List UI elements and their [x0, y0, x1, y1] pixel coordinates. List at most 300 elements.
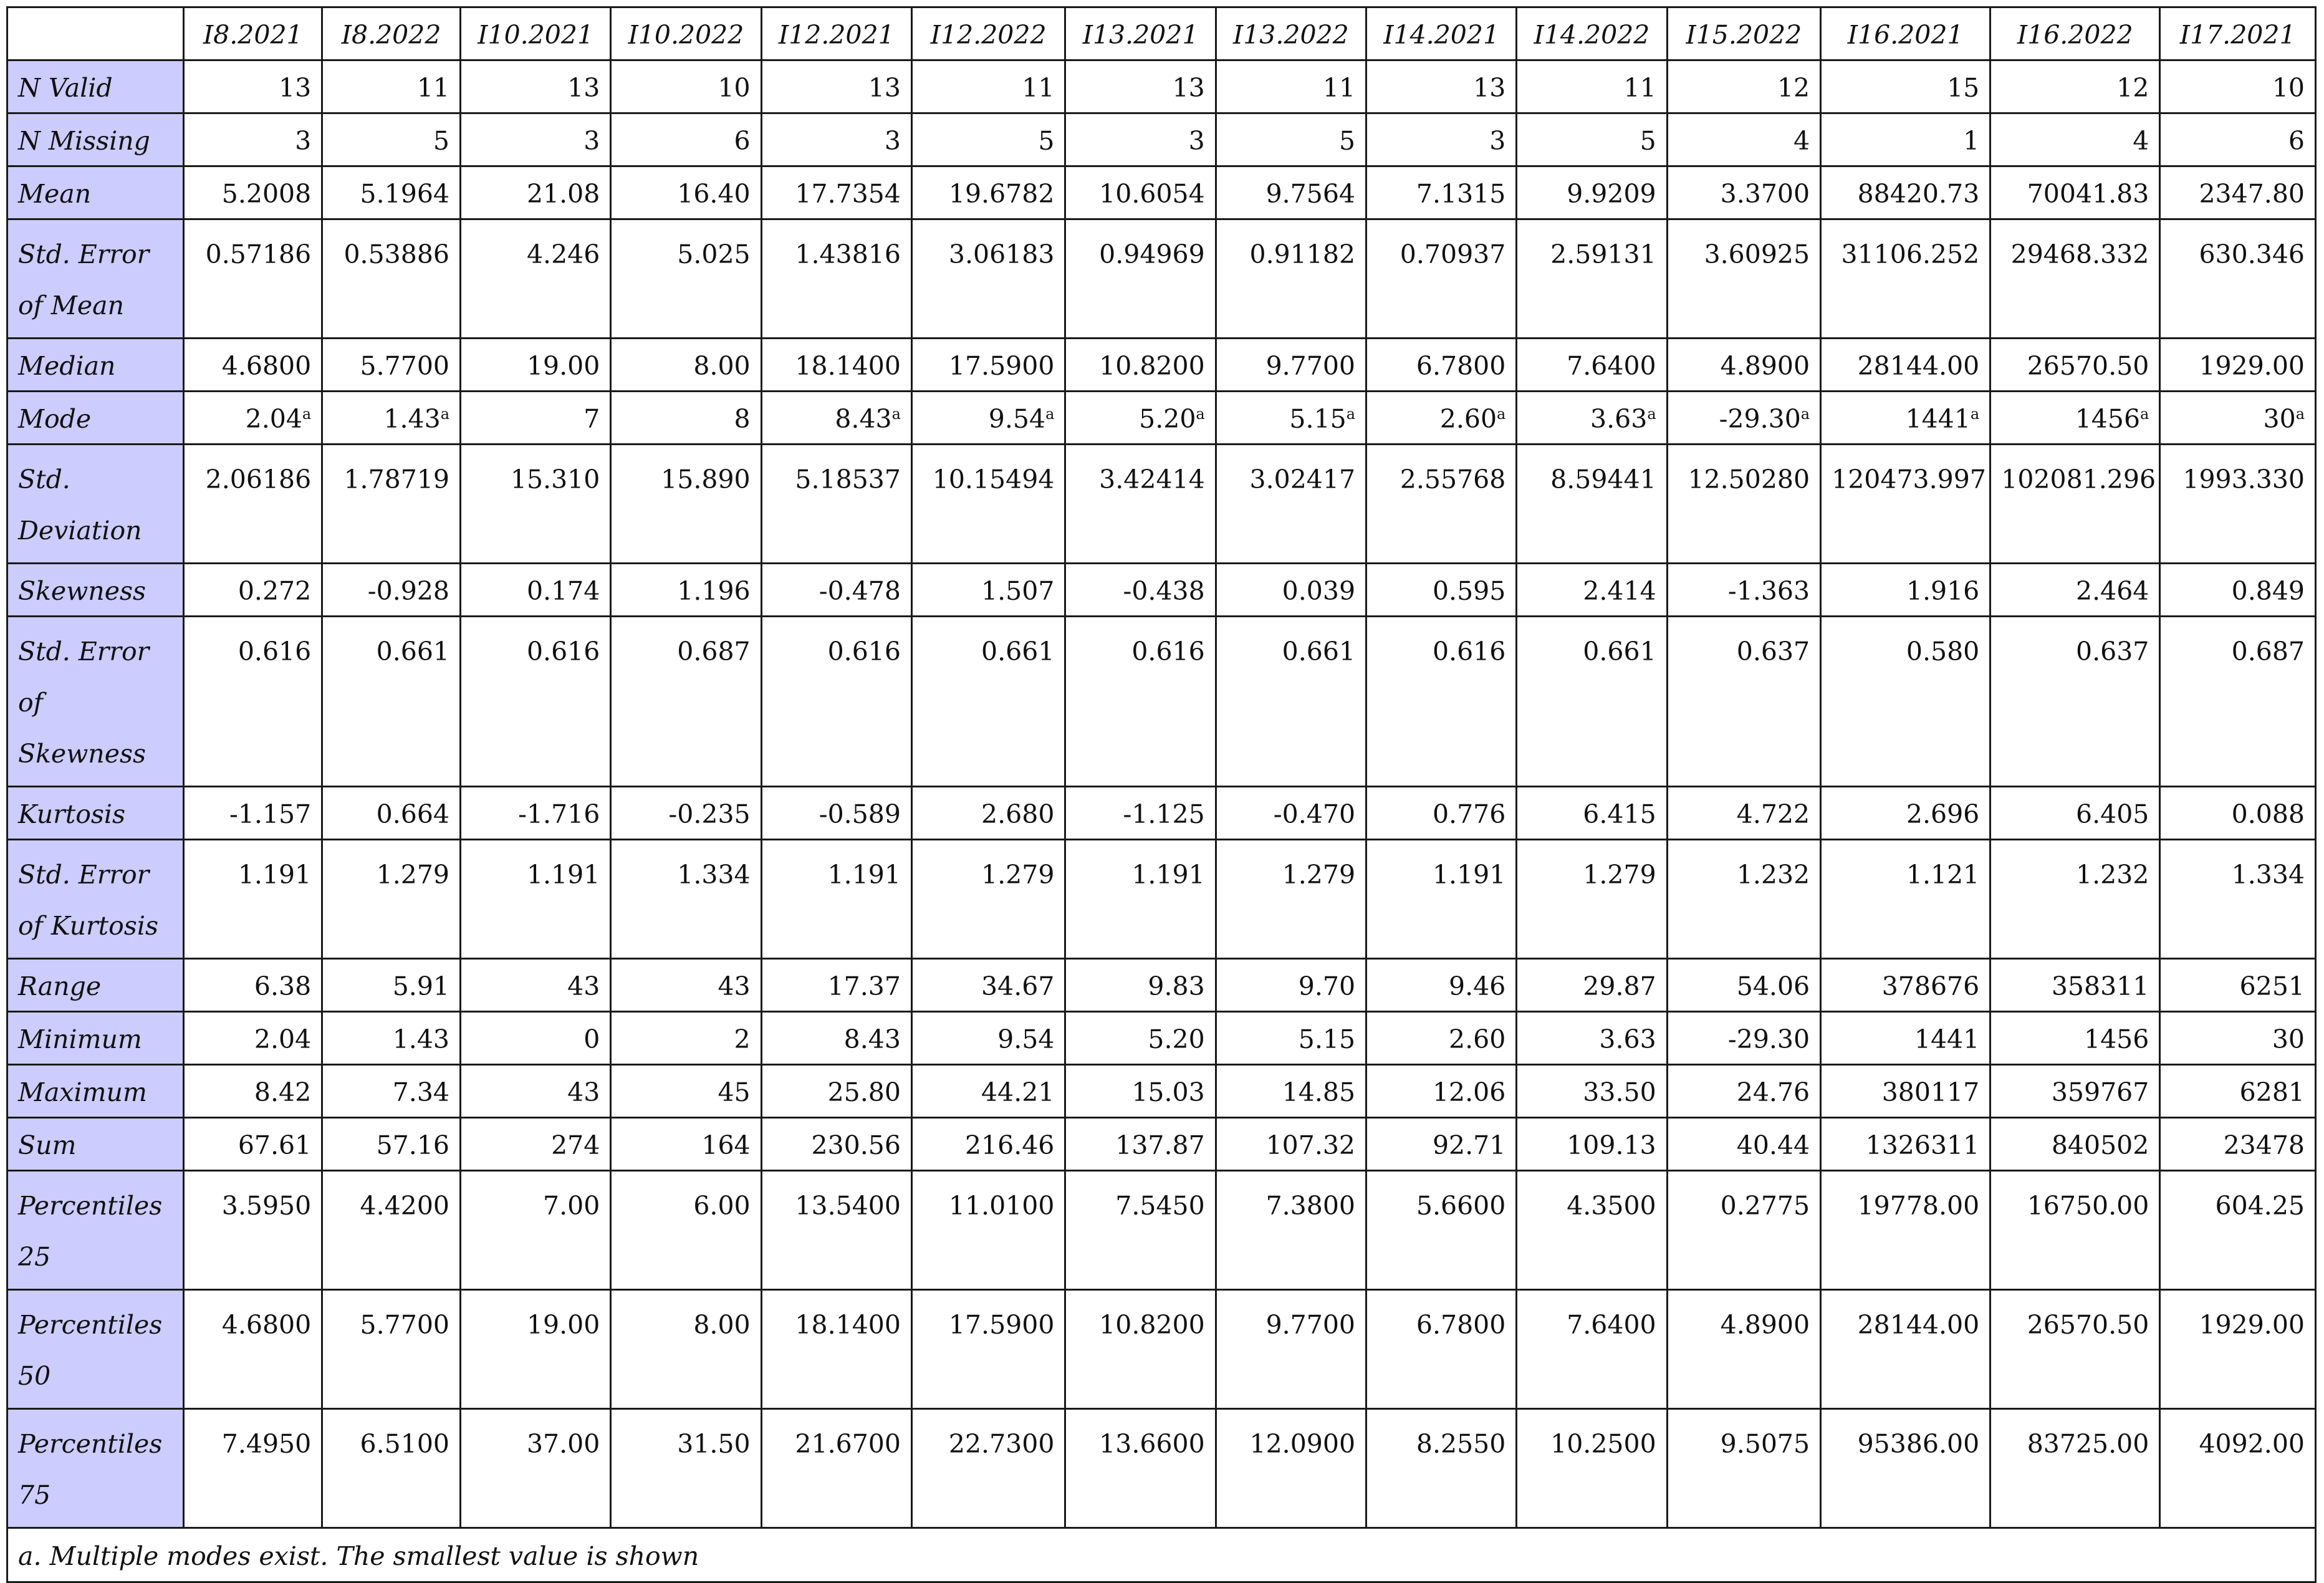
table-row	[7, 617, 2316, 787]
cell-value: 0.174	[526, 576, 600, 606]
column-header: I10.2021	[461, 7, 611, 60]
table-cell	[322, 1409, 461, 1528]
cell-value: 378676	[1881, 971, 1980, 1001]
footnote-marker: a	[2140, 405, 2149, 423]
cell-value: 3.63	[1599, 1024, 1656, 1054]
table-cell	[1517, 1065, 1667, 1118]
cell-value: 5.6600	[1416, 1191, 1506, 1221]
table-cell	[761, 113, 911, 166]
cell-value: 3.42414	[1099, 464, 1205, 494]
cell-value: 43	[567, 1077, 600, 1107]
cell-value: 9.9209	[1567, 179, 1656, 209]
table-cell	[1065, 392, 1216, 445]
table-cell	[461, 787, 611, 840]
table-cell	[2160, 840, 2316, 959]
table-cell	[1366, 787, 1517, 840]
cell-value: 8	[734, 404, 751, 434]
table-cell	[1821, 1290, 1990, 1409]
cell-value: -1.125	[1123, 799, 1205, 829]
table-cell	[1216, 1118, 1366, 1171]
cell-value: 6251	[2239, 971, 2305, 1001]
table-cell	[1366, 219, 1517, 339]
table-cell	[1366, 392, 1517, 445]
cell-value: 9.7700	[1265, 1310, 1356, 1340]
cell-value: 1.121	[1906, 860, 1980, 890]
cell-value: 11	[1022, 73, 1055, 103]
table-row	[7, 1065, 2316, 1118]
footnote-marker: a	[2295, 405, 2305, 423]
cell-value: 5.2008	[221, 179, 312, 209]
cell-value: 23478	[2223, 1130, 2305, 1160]
table-cell	[911, 60, 1065, 113]
row-header: Mean	[7, 166, 184, 219]
cell-value: 12.06	[1432, 1077, 1506, 1107]
cell-value: 10.8200	[1099, 1310, 1205, 1340]
table-cell	[761, 392, 911, 445]
table-cell	[1990, 1065, 2160, 1118]
cell-value: 0.637	[1736, 637, 1810, 666]
cell-value: 33.50	[1583, 1077, 1656, 1107]
cell-value: 1.232	[1736, 860, 1810, 890]
table-cell	[611, 166, 761, 219]
cell-value: 7.6400	[1567, 351, 1656, 381]
table-cell	[1821, 1012, 1990, 1065]
table-cell	[611, 1290, 761, 1409]
table-cell	[761, 617, 911, 787]
cell-value: 21.6700	[795, 1429, 901, 1459]
table-cell	[611, 1012, 761, 1065]
cell-value: 8.42	[254, 1077, 312, 1107]
table-cell	[911, 1012, 1065, 1065]
table-cell	[1667, 787, 1820, 840]
table-cell	[1667, 445, 1820, 564]
table-cell	[1517, 339, 1667, 392]
table-cell	[1821, 60, 1990, 113]
cell-value: 1326311	[1865, 1130, 1980, 1160]
table-cell	[611, 564, 761, 617]
cell-value: 0.616	[526, 637, 600, 666]
cell-value: 7.1315	[1416, 179, 1506, 209]
table-body	[7, 60, 2316, 1528]
table-cell	[322, 564, 461, 617]
row-header: N Missing	[7, 113, 184, 166]
table-cell	[761, 1409, 911, 1528]
table-cell	[184, 787, 322, 840]
table-cell	[911, 113, 1065, 166]
table-cell	[2160, 1290, 2316, 1409]
cell-value: 31106.252	[1841, 239, 1980, 269]
table-cell	[1667, 840, 1820, 959]
cell-value: 7	[583, 404, 600, 434]
column-header: I8.2022	[322, 7, 461, 60]
table-cell	[1366, 1290, 1517, 1409]
table-cell	[1366, 840, 1517, 959]
table-cell	[761, 445, 911, 564]
table-cell	[1821, 166, 1990, 219]
table-cell	[1517, 219, 1667, 339]
table-cell	[1216, 339, 1366, 392]
cell-value: 4.8900	[1720, 351, 1810, 381]
cell-value: 1.43	[383, 404, 441, 434]
table-cell	[461, 1171, 611, 1290]
table-row	[7, 1290, 2316, 1409]
footnote-marker: a	[1346, 405, 1356, 423]
cell-value: 0.94969	[1099, 239, 1205, 269]
row-header: Percentiles 25	[7, 1171, 184, 1290]
cell-value: 17.37	[827, 971, 901, 1001]
table-cell	[761, 1065, 911, 1118]
cell-value: 2347.80	[2199, 179, 2305, 209]
table-cell	[1821, 840, 1990, 959]
column-header: I12.2021	[761, 7, 911, 60]
table-row	[7, 392, 2316, 445]
cell-value: 4092.00	[2199, 1429, 2305, 1459]
table-cell	[322, 1118, 461, 1171]
cell-value: 11	[1623, 73, 1656, 103]
table-cell	[1990, 1171, 2160, 1290]
cell-value: 0	[583, 1024, 600, 1054]
cell-value: 1.279	[1282, 860, 1356, 890]
table-cell	[1065, 617, 1216, 787]
table-row	[7, 787, 2316, 840]
table-cell	[1517, 113, 1667, 166]
table-cell	[1366, 1171, 1517, 1290]
cell-value: 2.04	[254, 1024, 312, 1054]
cell-value: 6.415	[1583, 799, 1656, 829]
table-cell	[1065, 1409, 1216, 1528]
table-cell	[184, 445, 322, 564]
cell-value: 230.56	[811, 1130, 901, 1160]
row-header: Std. Error of Mean	[7, 219, 184, 339]
table-cell	[1065, 1171, 1216, 1290]
cell-value: -0.438	[1123, 576, 1205, 606]
table-cell	[1216, 392, 1366, 445]
table-cell	[1667, 1171, 1820, 1290]
table-cell	[1366, 1012, 1517, 1065]
cell-value: 7.6400	[1567, 1310, 1656, 1340]
table-cell	[1821, 564, 1990, 617]
table-cell	[1065, 445, 1216, 564]
cell-value: 13.5400	[795, 1191, 901, 1221]
cell-value: 2.59131	[1550, 239, 1656, 269]
cell-value: 120473.997	[1832, 464, 1986, 494]
table-cell	[1216, 113, 1366, 166]
cell-value: 19.6782	[948, 179, 1055, 209]
table-cell	[1990, 219, 2160, 339]
cell-value: 5	[433, 126, 450, 156]
column-header: I16.2021	[1821, 7, 1990, 60]
table-cell	[1667, 1290, 1820, 1409]
table-cell	[461, 445, 611, 564]
footnote-marker: a	[1045, 405, 1055, 423]
cell-value: 1929.00	[2199, 1310, 2305, 1340]
cell-value: -1.363	[1727, 576, 1810, 606]
corner-cell	[7, 7, 184, 60]
cell-value: 15.310	[510, 464, 600, 494]
table-cell	[184, 1118, 322, 1171]
table-cell	[1821, 959, 1990, 1012]
table-cell	[1821, 1118, 1990, 1171]
table-cell	[1216, 564, 1366, 617]
cell-value: 216.46	[964, 1130, 1055, 1160]
table-cell	[2160, 1065, 2316, 1118]
cell-value: 2.464	[2075, 576, 2149, 606]
footnote-marker: a	[891, 405, 901, 423]
table-row	[7, 959, 2316, 1012]
column-header: I15.2022	[1667, 7, 1820, 60]
cell-value: 9.54	[997, 1024, 1055, 1054]
cell-value: 26570.50	[2027, 351, 2149, 381]
table-cell	[761, 840, 911, 959]
table-cell	[1821, 113, 1990, 166]
table-cell	[1366, 1409, 1517, 1528]
table-cell	[184, 60, 322, 113]
cell-value: 2.55768	[1400, 464, 1506, 494]
table-cell	[1990, 392, 2160, 445]
cell-value: 137.87	[1115, 1130, 1205, 1160]
table-cell	[184, 219, 322, 339]
table-cell	[761, 1118, 911, 1171]
row-header: Percentiles 75	[7, 1409, 184, 1528]
cell-value: 1441	[1905, 404, 1971, 434]
cell-value: 9.7564	[1265, 179, 1356, 209]
table-cell	[461, 113, 611, 166]
table-cell	[322, 219, 461, 339]
table-cell	[1990, 1012, 2160, 1065]
row-header: Mode	[7, 392, 184, 445]
table-cell	[1216, 166, 1366, 219]
cell-value: 17.5900	[948, 351, 1055, 381]
table-cell	[1065, 787, 1216, 840]
table-cell	[1990, 339, 2160, 392]
cell-value: 28144.00	[1857, 1310, 1980, 1340]
cell-value: 1.279	[981, 860, 1055, 890]
cell-value: 1.191	[238, 860, 312, 890]
cell-value: 2.414	[1583, 576, 1656, 606]
cell-value: 5.15	[1298, 1024, 1356, 1054]
table-cell	[184, 1065, 322, 1118]
row-header: Minimum	[7, 1012, 184, 1065]
cell-value: 0.088	[2231, 799, 2305, 829]
cell-value: 8.43	[843, 1024, 901, 1054]
table-cell	[911, 1290, 1065, 1409]
cell-value: 30	[2272, 1024, 2305, 1054]
table-cell	[322, 787, 461, 840]
cell-value: 21.08	[526, 179, 600, 209]
table-cell	[1366, 959, 1517, 1012]
table-cell	[1517, 959, 1667, 1012]
table-cell	[1216, 60, 1366, 113]
cell-value: 2	[734, 1024, 751, 1054]
table-cell	[1517, 445, 1667, 564]
cell-value: 0.2775	[1720, 1191, 1810, 1221]
cell-value: 0.637	[2075, 637, 2149, 666]
cell-value: 15.890	[661, 464, 751, 494]
table-cell	[911, 166, 1065, 219]
cell-value: 13	[279, 73, 312, 103]
cell-value: 380117	[1881, 1077, 1980, 1107]
row-header: Percentiles 50	[7, 1290, 184, 1409]
table-cell	[184, 840, 322, 959]
footnote-marker: a	[1196, 405, 1205, 423]
table-cell	[1366, 113, 1517, 166]
table-cell	[1667, 113, 1820, 166]
cell-value: 0.687	[677, 637, 751, 666]
table-cell	[1517, 1290, 1667, 1409]
cell-value: 0.616	[1131, 637, 1205, 666]
table-cell	[1065, 166, 1216, 219]
table-cell	[1065, 60, 1216, 113]
column-header: I13.2021	[1065, 7, 1216, 60]
cell-value: 102081.296	[2001, 464, 2156, 494]
table-cell	[1216, 787, 1366, 840]
table-cell	[1366, 564, 1517, 617]
cell-value: -29.30	[1719, 404, 1801, 434]
cell-value: 11.0100	[948, 1191, 1055, 1221]
table-cell	[1990, 1118, 2160, 1171]
table-cell	[1990, 959, 2160, 1012]
table-row	[7, 840, 2316, 959]
table-cell	[1821, 445, 1990, 564]
cell-value: 0.595	[1432, 576, 1506, 606]
table-cell	[611, 959, 761, 1012]
cell-value: 8.00	[693, 351, 751, 381]
cell-value: 0.91182	[1249, 239, 1356, 269]
table-cell	[2160, 166, 2316, 219]
table-cell	[2160, 339, 2316, 392]
cell-value: 6	[734, 126, 751, 156]
table-cell	[911, 339, 1065, 392]
table-cell	[1216, 219, 1366, 339]
cell-value: 0.661	[1583, 637, 1656, 666]
table-cell	[611, 1409, 761, 1528]
cell-value: 70041.83	[2027, 179, 2149, 209]
table-cell	[1990, 1409, 2160, 1528]
table-cell	[461, 339, 611, 392]
table-cell	[322, 113, 461, 166]
cell-value: 6.7800	[1416, 1310, 1506, 1340]
cell-value: 10.15494	[932, 464, 1055, 494]
table-cell	[322, 166, 461, 219]
table-cell	[1821, 1409, 1990, 1528]
cell-value: 13	[567, 73, 600, 103]
table-row	[7, 1409, 2316, 1528]
cell-value: 14.85	[1282, 1077, 1356, 1107]
cell-value: 274	[551, 1130, 600, 1160]
cell-value: 1.43	[392, 1024, 450, 1054]
table-cell	[2160, 1409, 2316, 1528]
table-cell	[911, 840, 1065, 959]
cell-value: 2.60	[1439, 404, 1497, 434]
cell-value: 5	[1038, 126, 1055, 156]
table-cell	[1517, 787, 1667, 840]
cell-value: 3.02417	[1249, 464, 1356, 494]
table-cell	[461, 1409, 611, 1528]
cell-value: 2.60	[1449, 1024, 1506, 1054]
table-cell	[911, 445, 1065, 564]
column-header: I13.2022	[1216, 7, 1366, 60]
cell-value: 109.13	[1567, 1130, 1656, 1160]
cell-value: 11	[416, 73, 450, 103]
table-cell	[911, 1171, 1065, 1290]
cell-value: 13	[1473, 73, 1506, 103]
cell-value: 4.722	[1736, 799, 1810, 829]
cell-value: 31.50	[677, 1429, 751, 1459]
table-cell	[911, 959, 1065, 1012]
cell-value: 19.00	[526, 351, 600, 381]
cell-value: 5.1964	[360, 179, 450, 209]
table-cell	[184, 113, 322, 166]
table-cell	[1216, 1012, 1366, 1065]
table-cell	[2160, 219, 2316, 339]
cell-value: 107.32	[1265, 1130, 1356, 1160]
cell-value: 6281	[2239, 1077, 2305, 1107]
table-cell	[1366, 60, 1517, 113]
cell-value: 0.53886	[343, 239, 450, 269]
cell-value: 10.2500	[1550, 1429, 1656, 1459]
cell-value: 0.039	[1282, 576, 1356, 606]
table-cell	[1821, 1171, 1990, 1290]
column-header: I17.2021	[2160, 7, 2316, 60]
table-row	[7, 1118, 2316, 1171]
table-cell	[2160, 1171, 2316, 1290]
cell-value: 25.80	[827, 1077, 901, 1107]
cell-value: 0.70937	[1400, 239, 1506, 269]
table-cell	[1065, 959, 1216, 1012]
descriptive-statistics-table	[6, 6, 2317, 1583]
table-cell	[1990, 840, 2160, 959]
table-cell	[1517, 1171, 1667, 1290]
table-cell	[1517, 166, 1667, 219]
table-cell	[611, 1065, 761, 1118]
cell-value: 0.687	[2231, 637, 2305, 666]
cell-value: -0.235	[668, 799, 751, 829]
table-cell	[461, 166, 611, 219]
cell-value: 13	[868, 73, 901, 103]
cell-value: 1.507	[981, 576, 1055, 606]
table-row	[7, 166, 2316, 219]
cell-value: 6.5100	[360, 1429, 450, 1459]
table-cell	[322, 339, 461, 392]
cell-value: 1.232	[2075, 860, 2149, 890]
table-cell	[184, 392, 322, 445]
cell-value: 54.06	[1736, 971, 1810, 1001]
table-cell	[184, 166, 322, 219]
table-cell	[911, 392, 1065, 445]
cell-value: 19.00	[526, 1310, 600, 1340]
cell-value: 4.246	[526, 239, 600, 269]
cell-value: 5.15	[1289, 404, 1347, 434]
table-cell	[1821, 392, 1990, 445]
table-cell	[1366, 166, 1517, 219]
table-cell	[611, 219, 761, 339]
table-cell	[611, 840, 761, 959]
cell-value: 1441	[1914, 1024, 1980, 1054]
table-cell	[322, 1171, 461, 1290]
cell-value: 6.405	[2075, 799, 2149, 829]
cell-value: 0.616	[1432, 637, 1506, 666]
table-cell	[1667, 564, 1820, 617]
table-cell	[461, 617, 611, 787]
table-row	[7, 219, 2316, 339]
cell-value: 3.63	[1590, 404, 1648, 434]
table-cell	[461, 840, 611, 959]
cell-value: 0.661	[981, 637, 1055, 666]
cell-value: 6	[2288, 126, 2305, 156]
footnote-marker: a	[440, 405, 450, 423]
cell-value: 1456	[2084, 1024, 2149, 1054]
table-cell	[1216, 1065, 1366, 1118]
